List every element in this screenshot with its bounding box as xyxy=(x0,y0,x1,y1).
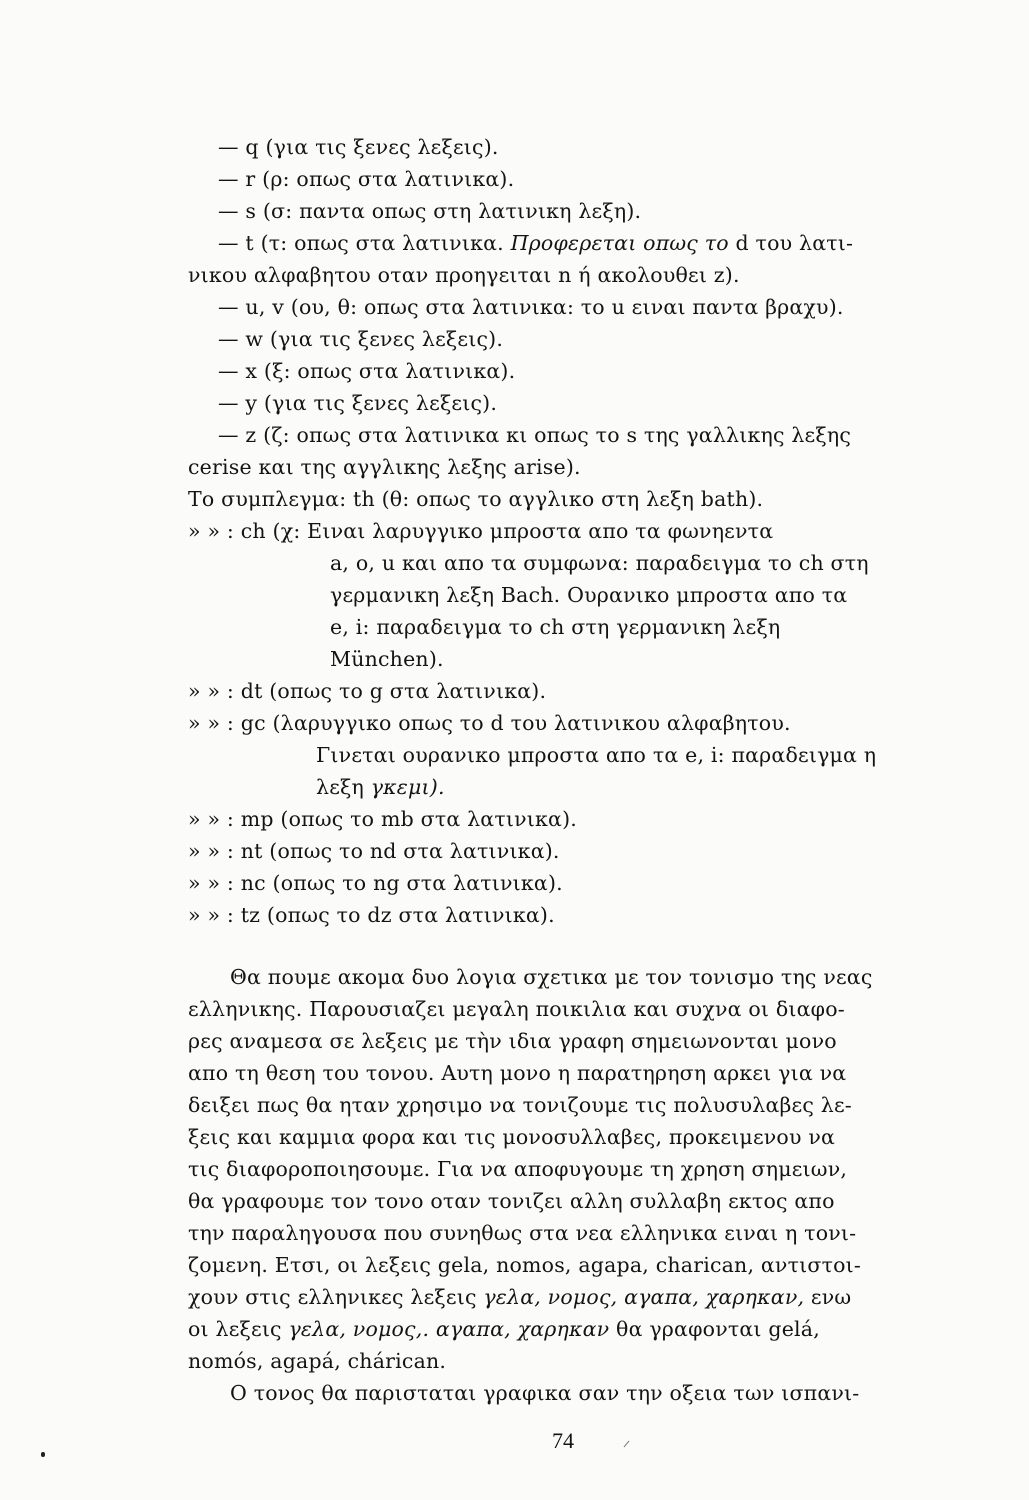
paragraph-line: ρες αναμεσα σε λεξεις με τὴν ιδια γραφη σημειωνονται μονο xyxy=(188,1029,837,1053)
text-line: — w (για τις ξενες λεξεις). xyxy=(218,327,504,351)
paragraph-line: τις διαφοροποιησουμε. Για να αποφυγουμε τη χρηση σημειων, xyxy=(188,1157,848,1181)
paragraph-line: nomós, agapá, chárican. xyxy=(188,1349,447,1373)
text-line: » » : nc (οπως το ng στα λατινικα). xyxy=(188,871,563,895)
text-segment: χουν στις ελληνικες λεξεις xyxy=(188,1285,484,1309)
text-line: — r (ρ: οπως στα λατινικα). xyxy=(218,167,515,191)
text-line: » » : tz (οπως το dz στα λατινικα). xyxy=(188,903,555,927)
paragraph-line: απο τη θεση του τονου. Αυτη μονο η παρατηρηση αρκει για να xyxy=(188,1061,847,1085)
italic-segment: γελα, νομος,. αγαπα, χαρηκαν xyxy=(288,1317,610,1341)
text-line: » » : nt (οπως το nd στα λατινικα). xyxy=(188,839,560,863)
text-segment: θα γραφονται gelá, xyxy=(609,1317,820,1341)
paragraph-line: την παραληγουσα που συνηθως στα νεα ελληνικα ειναι η τονι- xyxy=(188,1221,857,1245)
text-line xyxy=(316,772,445,802)
text-line: » » : ch (χ: Ειναι λαρυγγικο μπροστα απο τα φωνηεντα xyxy=(188,519,774,543)
text-line: — x (ξ: οπως στα λατινικα). xyxy=(218,359,516,383)
text-line: — s (σ: παντα οπως στη λατινικη λεξη). xyxy=(218,199,642,223)
paragraph-line xyxy=(188,1314,820,1344)
italic-segment: γελα, νομος, αγαπα, χαρηκαν, xyxy=(483,1285,805,1309)
paragraph-line xyxy=(188,1282,851,1312)
paragraph-line: Ο τονος θα παρισταται γραφικα σαν την οξεια των ισπανι- xyxy=(230,1381,860,1405)
text-line: » » : gc (λαρυγγικο οπως το d του λατινικου αλφαβητου. xyxy=(188,711,791,735)
text-line: cerise και της αγγλικης λεξης arise). xyxy=(188,455,581,479)
paragraph-line: ελληνικης. Παρουσιαζει μεγαλη ποικιλια και συχνα οι διαφο- xyxy=(188,997,845,1021)
text-line: » » : dt (οπως το g στα λατινικα). xyxy=(188,679,547,703)
text-line: νικου αλφαβητου οταν προηγειται n ή ακολουθει z). xyxy=(188,263,740,287)
text-segment: ενω xyxy=(804,1285,852,1309)
paragraph-line: θα γραφουμε τον τονο οταν τονιζει αλλη συλλαβη εκτος απο xyxy=(188,1189,835,1213)
text-line: » » : mp (οπως το mb στα λατινικα). xyxy=(188,807,578,831)
text-line: — y (για τις ξενες λεξεις). xyxy=(218,391,498,415)
paragraph-line: Θα πουμε ακομα δυο λογια σχετικα με τον τονισμο της νεας xyxy=(230,965,873,989)
text-segment: οι λεξεις xyxy=(188,1317,289,1341)
text-segment: d του λατι- xyxy=(728,231,854,255)
text-segment: λεξη xyxy=(316,775,371,799)
scan-mark xyxy=(624,1441,630,1448)
text-line: Το συμπλεγμα: th (θ: οπως το αγγλικο στη λεξη bath). xyxy=(188,487,764,511)
text-line: — q (για τις ξενες λεξεις). xyxy=(218,135,499,159)
text-line: — u, v (ου, θ: οπως στα λατινικα: το u ειναι παντα βραχυ). xyxy=(218,295,844,319)
paragraph-line: δειξει πως θα ηταν χρησιμο να τονιζουμε τις πολυσυλαβες λε- xyxy=(188,1093,852,1117)
scan-speck xyxy=(41,1452,45,1457)
italic-segment: γκεμι). xyxy=(370,775,445,799)
text-segment: — t (τ: οπως στα λατινικα. xyxy=(218,231,511,255)
text-line: München). xyxy=(330,647,444,671)
paragraph-line: ζομενη. Ετσι, οι λεξεις gela, nomos, agapa, charican, αντιστοι- xyxy=(188,1253,862,1277)
text-line: Γινεται ουρανικο μπροστα απο τα e, i: παραδειγμα η xyxy=(316,743,877,767)
text-line: γερμανικη λεξη Bach. Ουρανικο μπροστα απο τα xyxy=(330,583,848,607)
page-number: 74 xyxy=(552,1428,574,1453)
paragraph-line: ξεις και καμμια φορα και τις μονοσυλλαβες, προκειμενου να xyxy=(188,1125,836,1149)
text-line xyxy=(218,228,853,258)
italic-segment: Προφερεται οπως το xyxy=(510,231,729,255)
text-line: e, i: παραδειγμα το ch στη γερμανικη λεξη xyxy=(330,615,781,639)
text-line: a, o, u και απο τα συμφωνα: παραδειγμα το ch στη xyxy=(330,551,869,575)
text-line: — z (ζ: οπως στα λατινικα κι οπως το s της γαλλικης λεξης xyxy=(218,423,852,447)
